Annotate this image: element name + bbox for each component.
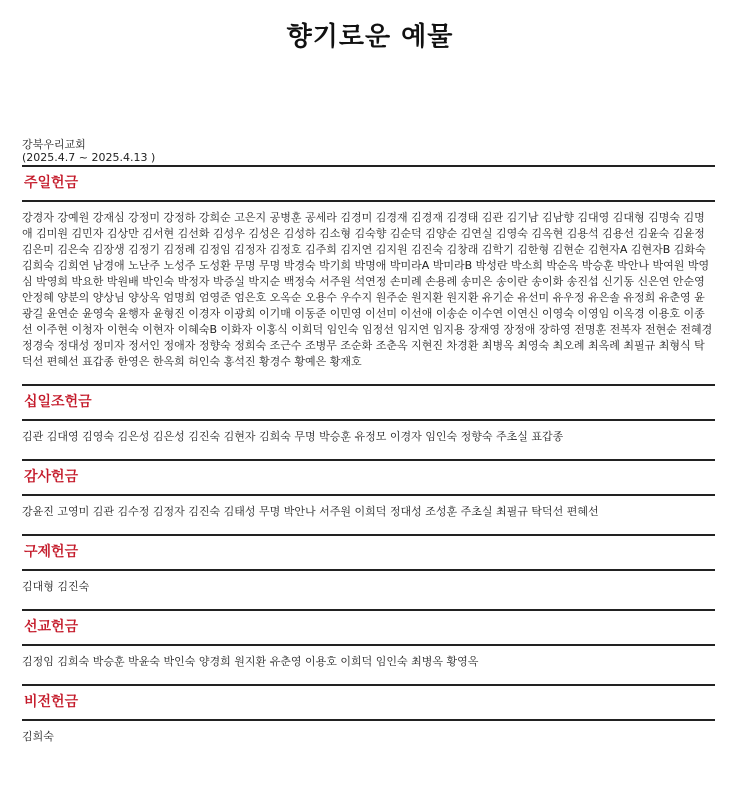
section-names: 김희숙 bbox=[22, 730, 54, 743]
section-header bbox=[22, 384, 715, 421]
section-title: 비전헌금 bbox=[24, 694, 79, 710]
section-vision-offering bbox=[22, 684, 715, 745]
section-names: 강경자 강예원 강재심 강정미 강정하 강희순 고은지 공병훈 공세라 김경미 김경재 김경재 김경태 김관 김기남 김남향 김대영 김대형 김명숙 김명애 김미원 김민자 김상만 김서현 김선화 김성우 김성은 김성하 김소형 김숙향 김순덕 김양순 김연실 김영숙 김옥현 김용석 김용선 김윤숙 김윤정 김은미 김은숙 김장생 김정기 김정례 김정임 김정자 김정호 김주희 김지연 김지원 김진숙 김창래 김학기 김한형 김현순 김현자A 김현자B 김화숙 김희숙 김희연 남경애 노난주 노성주 도성환 무명 무명 박경숙 박기희 박명애 박미라A 박미라B 박성란 박소희 박순옥 박승훈 박안나 박여원 박영심 박영희 박요한 박원배 박인숙 박정자 박증실 박지순 백정숙 서주원 석연정 손미례 손용례 송미은 송이란 송이화 송진섭 신기동 신은연 안순영 안정혜 양분의 양상님 양상옥 엄명희 엄영준 엄은호 오옥순 오용수 우수지 원주순 원지환 원지환 유기순 유선미 유우정 유은솔 유정희 유춘영 윤광길 윤연순 윤영숙 윤행자 윤형진 이경자 이광희 이기매 이동준 이민영 이선미 이선애 이송순 이수연 이연신 이영숙 이영임 이옥경 이용호 이종선 이주현 이청자 이현숙 이현자 이혜숙B 이화자 이홍식 이희덕 임인숙 임정선 임지연 임지용 장재영 장정애 장하영 전명훈 전복자 전현순 전혜경 정경숙 정대성 정미자 정서인 정애자 정향숙 정희숙 조근수 조병무 조순화 조춘옥 지현진 차경환 최병옥 최영숙 최오례 최옥례 최필규 최형식 탁덕선 편혜선 표갑종 한영은 한옥희 허인숙 홍석진 황경수 황예은 황재호 bbox=[22, 211, 713, 368]
section-title: 십일조헌금 bbox=[24, 394, 92, 410]
section-header bbox=[22, 459, 715, 496]
church-name: 강북우리교회 bbox=[22, 138, 86, 151]
section-mission-offering bbox=[22, 609, 715, 670]
section-thanksgiving-offering bbox=[22, 459, 715, 520]
section-title: 주일헌금 bbox=[24, 175, 79, 191]
section-names: 김대형 김진숙 bbox=[22, 580, 90, 593]
page-title: 향기로운 예물 bbox=[286, 22, 454, 52]
section-header bbox=[22, 609, 715, 646]
section-sunday-offering bbox=[22, 165, 715, 370]
section-header bbox=[22, 165, 715, 202]
section-header bbox=[22, 534, 715, 571]
section-tithe-offering bbox=[22, 384, 715, 445]
section-title: 구제헌금 bbox=[24, 544, 79, 560]
church-info bbox=[22, 138, 155, 164]
offering-list bbox=[22, 165, 715, 745]
section-names: 김정임 김희숙 박승훈 박윤숙 박인숙 양경희 원지환 유춘영 이용호 이희덕 임인숙 최병옥 황영옥 bbox=[22, 655, 479, 668]
section-names: 강윤진 고영미 김관 김수정 김정자 김진숙 김태성 무명 박안나 서주원 이희덕 정대성 조성훈 주초실 최필규 탁덕선 편혜선 bbox=[22, 505, 599, 518]
week-period: (2025.4.7 ~ 2025.4.13 ) bbox=[22, 151, 156, 164]
section-relief-offering bbox=[22, 534, 715, 595]
section-title: 감사헌금 bbox=[24, 469, 79, 485]
section-names: 김관 김대영 김영숙 김은성 김은성 김진숙 김현자 김희숙 무명 박승훈 유정모 이경자 임인숙 정향숙 주초실 표갑종 bbox=[22, 430, 564, 443]
section-title: 선교헌금 bbox=[24, 619, 79, 635]
section-header bbox=[22, 684, 715, 721]
